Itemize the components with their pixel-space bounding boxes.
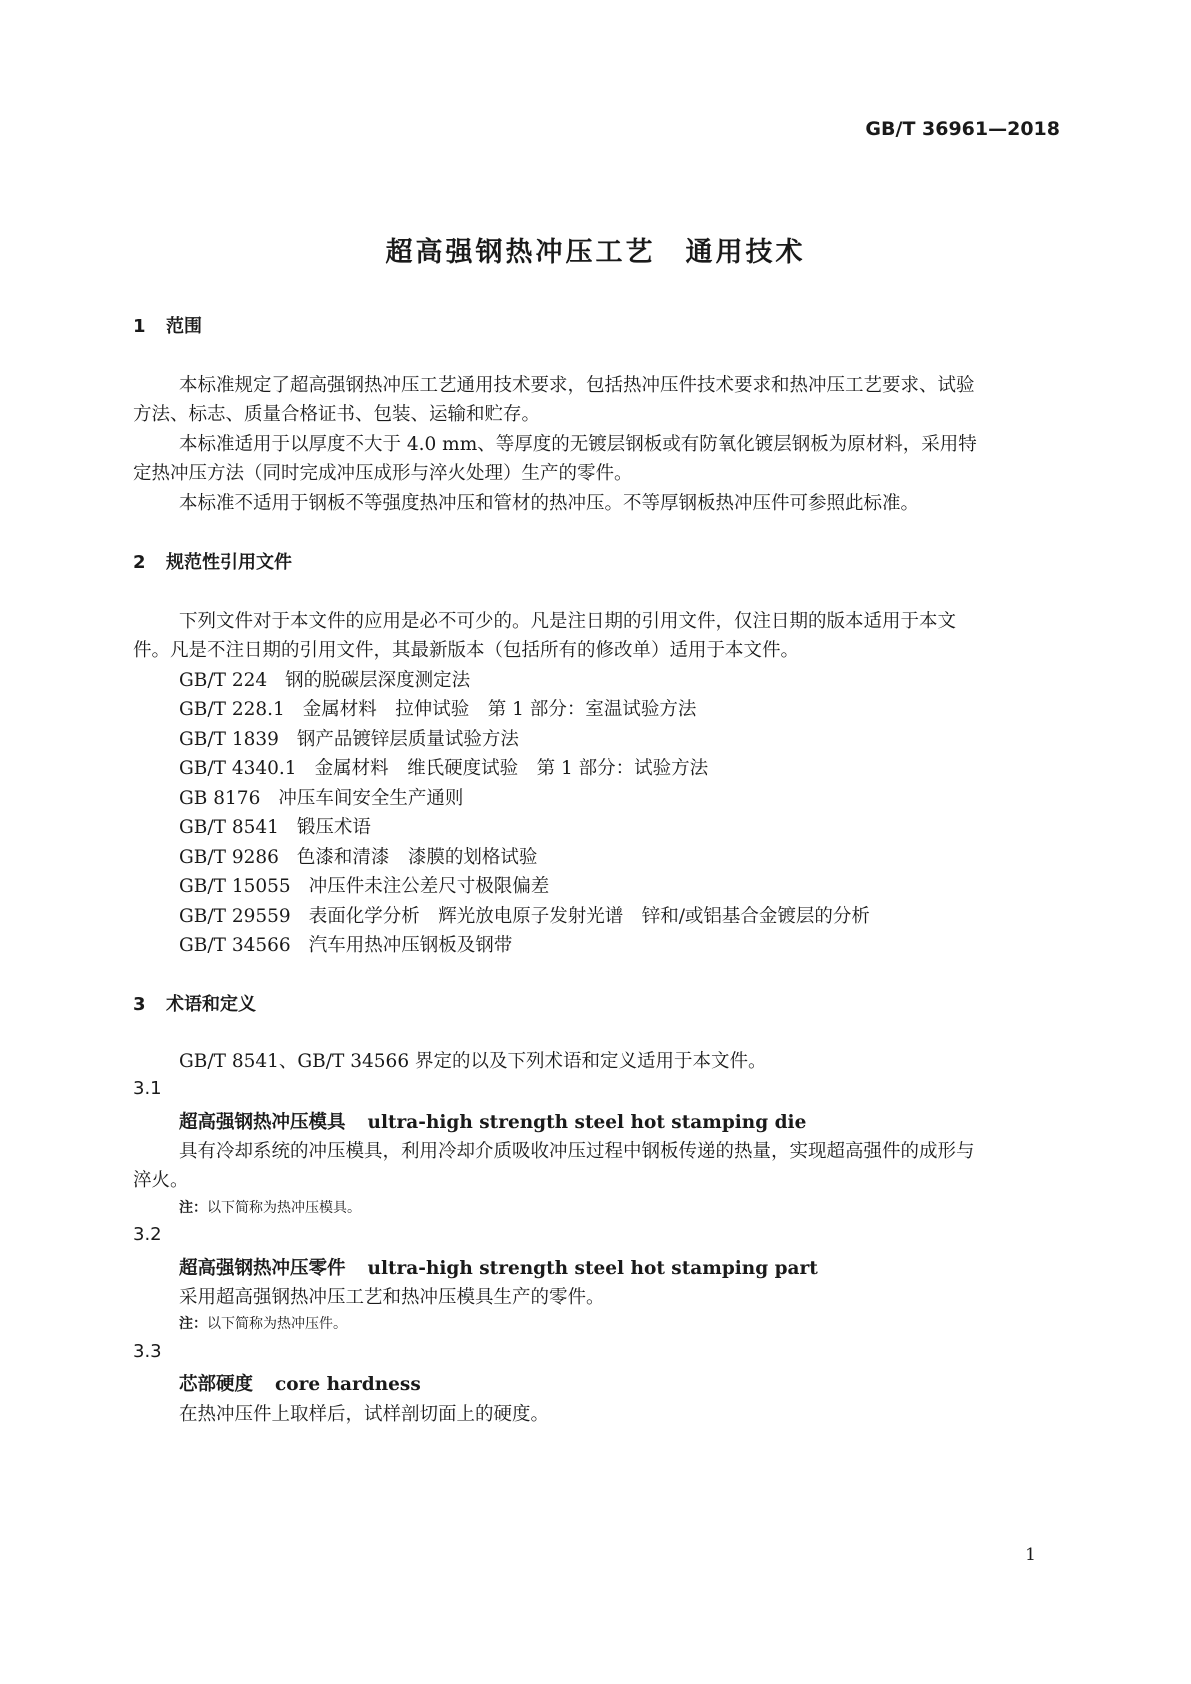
reference-title: 表面化学分析 辉光放电原子发射光谱 锌和/或铝基合金镀层的分析 xyxy=(308,906,870,927)
reference-item xyxy=(179,902,870,928)
reference-title: 钢产品镀锌层质量试验方法 xyxy=(296,729,519,750)
note-text: 以下简称为热冲压模具。 xyxy=(207,1200,361,1216)
paragraph-line: 本标准规定了超高强钢热冲压工艺通用技术要求，包括热冲压件技术要求和热冲压工艺要求、试验 xyxy=(179,375,975,396)
section-1-heading xyxy=(133,312,202,338)
reference-code: GB/T 34566 xyxy=(179,935,291,956)
reference-code: GB/T 29559 xyxy=(179,906,291,927)
term-number: 3.1 xyxy=(133,1078,162,1099)
term-note xyxy=(179,1197,361,1217)
reference-code: GB/T 224 xyxy=(179,670,268,691)
term-english: ultra-high strength steel hot stamping die xyxy=(367,1112,807,1133)
reference-title: 冲压件未注公差尺寸极限偏差 xyxy=(308,876,550,897)
note-label: 注： xyxy=(179,1200,207,1216)
section-number: 3 xyxy=(133,994,146,1015)
section-2-heading xyxy=(133,548,292,574)
term-english: core hardness xyxy=(275,1374,421,1395)
reference-title: 色漆和清漆 漆膜的划格试验 xyxy=(296,847,538,868)
term-chinese: 超高强钢热冲压模具 xyxy=(179,1112,346,1133)
note-label: 注： xyxy=(179,1316,207,1332)
page-number: 1 xyxy=(1025,1545,1036,1565)
term-heading xyxy=(179,1370,421,1396)
reference-item xyxy=(179,872,549,898)
paragraph-line: 本标准适用于以厚度不大于 4.0 mm、等厚度的无镀层钢板或有防氧化镀层钢板为原材料，采用特 xyxy=(179,434,977,455)
reference-title: 汽车用热冲压钢板及钢带 xyxy=(308,935,513,956)
reference-code: GB/T 8541 xyxy=(179,817,279,838)
reference-item xyxy=(179,931,512,957)
term-note xyxy=(179,1313,347,1333)
reference-title: 钢的脱碳层深度测定法 xyxy=(285,670,471,691)
term-chinese: 超高强钢热冲压零件 xyxy=(179,1258,346,1279)
section-title: 规范性引用文件 xyxy=(166,552,292,573)
reference-code: GB/T 228.1 xyxy=(179,699,285,720)
reference-title: 冲压车间安全生产通则 xyxy=(278,788,464,809)
reference-code: GB/T 9286 xyxy=(179,847,279,868)
reference-code: GB/T 1839 xyxy=(179,729,279,750)
term-number: 3.3 xyxy=(133,1341,162,1362)
term-number: 3.2 xyxy=(133,1224,162,1245)
term-chinese: 芯部硬度 xyxy=(179,1374,254,1395)
reference-title: 金属材料 拉伸试验 第 1 部分：室温试验方法 xyxy=(302,699,697,720)
reference-item xyxy=(179,725,519,751)
section-title: 术语和定义 xyxy=(166,994,256,1015)
paragraph-line: 下列文件对于本文件的应用是必不可少的。凡是注日期的引用文件，仅注日期的版本适用于本文 xyxy=(179,611,957,632)
reference-code: GB/T 15055 xyxy=(179,876,291,897)
reference-code: GB/T 4340.1 xyxy=(179,758,297,779)
reference-item xyxy=(179,813,371,839)
paragraph-line: 本标准不适用于钢板不等强度热冲压和管材的热冲压。不等厚钢板热冲压件可参照此标准。 xyxy=(179,493,920,514)
reference-item xyxy=(179,784,463,810)
term-english: ultra-high strength steel hot stamping part xyxy=(367,1258,818,1279)
paragraph-line: 件。凡是不注日期的引用文件，其最新版本（包括所有的修改单）适用于本文件。 xyxy=(133,640,800,661)
section-number: 1 xyxy=(133,316,146,337)
reference-item xyxy=(179,666,470,692)
definition-line: 在热冲压件上取样后，试样剖切面上的硬度。 xyxy=(179,1404,550,1425)
definition-line: 采用超高强钢热冲压工艺和热冲压模具生产的零件。 xyxy=(179,1287,605,1308)
definition-line: 具有冷却系统的冲压模具，利用冷却介质吸收冲压过程中钢板传递的热量，实现超高强件的成形与 xyxy=(179,1141,975,1162)
reference-item xyxy=(179,843,537,869)
definition-line: 淬火。 xyxy=(133,1170,189,1191)
reference-item xyxy=(179,695,696,721)
reference-item xyxy=(179,754,708,780)
paragraph-line: GB/T 8541、GB/T 34566 界定的以及下列术语和定义适用于本文件。 xyxy=(179,1051,767,1072)
reference-title: 金属材料 维氏硬度试验 第 1 部分：试验方法 xyxy=(314,758,709,779)
section-3-heading xyxy=(133,990,256,1016)
standard-number: GB/T 36961—2018 xyxy=(865,118,1060,140)
section-number: 2 xyxy=(133,552,146,573)
paragraph-line: 定热冲压方法（同时完成冲压成形与淬火处理）生产的零件。 xyxy=(133,463,633,484)
term-heading xyxy=(179,1254,818,1280)
paragraph-line: 方法、标志、质量合格证书、包装、运输和贮存。 xyxy=(133,404,541,425)
document-title: 超高强钢热冲压工艺 通用技术 xyxy=(385,237,806,268)
section-title: 范围 xyxy=(166,316,202,337)
term-heading xyxy=(179,1108,806,1134)
reference-code: GB 8176 xyxy=(179,788,261,809)
note-text: 以下简称为热冲压件。 xyxy=(207,1316,347,1332)
reference-title: 锻压术语 xyxy=(296,817,371,838)
